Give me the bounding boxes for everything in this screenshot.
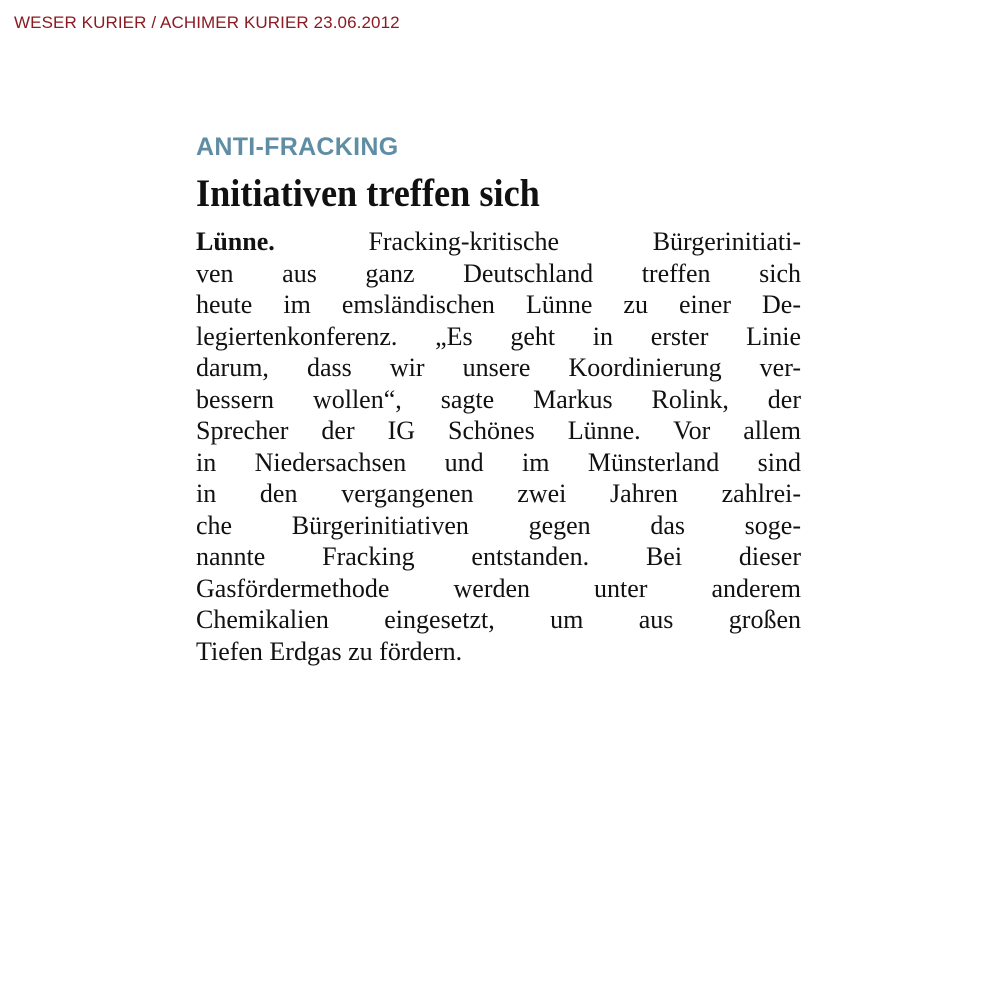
article-line: Tiefen Erdgas zu fördern. bbox=[196, 636, 463, 666]
newspaper-clipping bbox=[196, 126, 801, 667]
article-line-text: Fracking-kritische Bürgerinitiati- bbox=[274, 227, 801, 256]
article-line: in Niedersachsen und im Münsterland sind bbox=[196, 447, 801, 477]
article-line: legiertenkonferenz. „Es geht in erster Linie bbox=[196, 321, 801, 351]
article-line: nannte Fracking entstanden. Bei dieser bbox=[196, 542, 801, 571]
article-line: ven aus ganz Deutschland treffen sich bbox=[196, 258, 801, 288]
article-line: in den vergangenen zwei Jahren zahlrei- bbox=[196, 479, 801, 508]
article-line: che Bürgerinitiativen gegen das soge- bbox=[196, 510, 801, 540]
article-line: bessern wollen“, sagte Markus Rolink, der bbox=[196, 384, 801, 414]
article-kicker: ANTI-FRACKING bbox=[196, 133, 399, 161]
article-headline: Initiativen treffen sich bbox=[196, 172, 540, 215]
article-body bbox=[196, 226, 801, 667]
article-line bbox=[196, 226, 801, 258]
article-line: Sprecher der IG Schönes Lünne. Vor allem bbox=[196, 416, 801, 445]
article-line: heute im emsländischen Lünne zu einer De- bbox=[196, 290, 801, 319]
article-line: darum, dass wir unsere Koordinierung ver- bbox=[196, 353, 801, 382]
article-line: Chemikalien eingesetzt, um aus großen bbox=[196, 605, 801, 634]
article-dateline: Lünne. bbox=[196, 227, 275, 256]
source-citation: WESER KURIER / ACHIMER KURIER 23.06.2012 bbox=[14, 13, 400, 32]
article-line: Gasfördermethode werden unter anderem bbox=[196, 573, 801, 603]
